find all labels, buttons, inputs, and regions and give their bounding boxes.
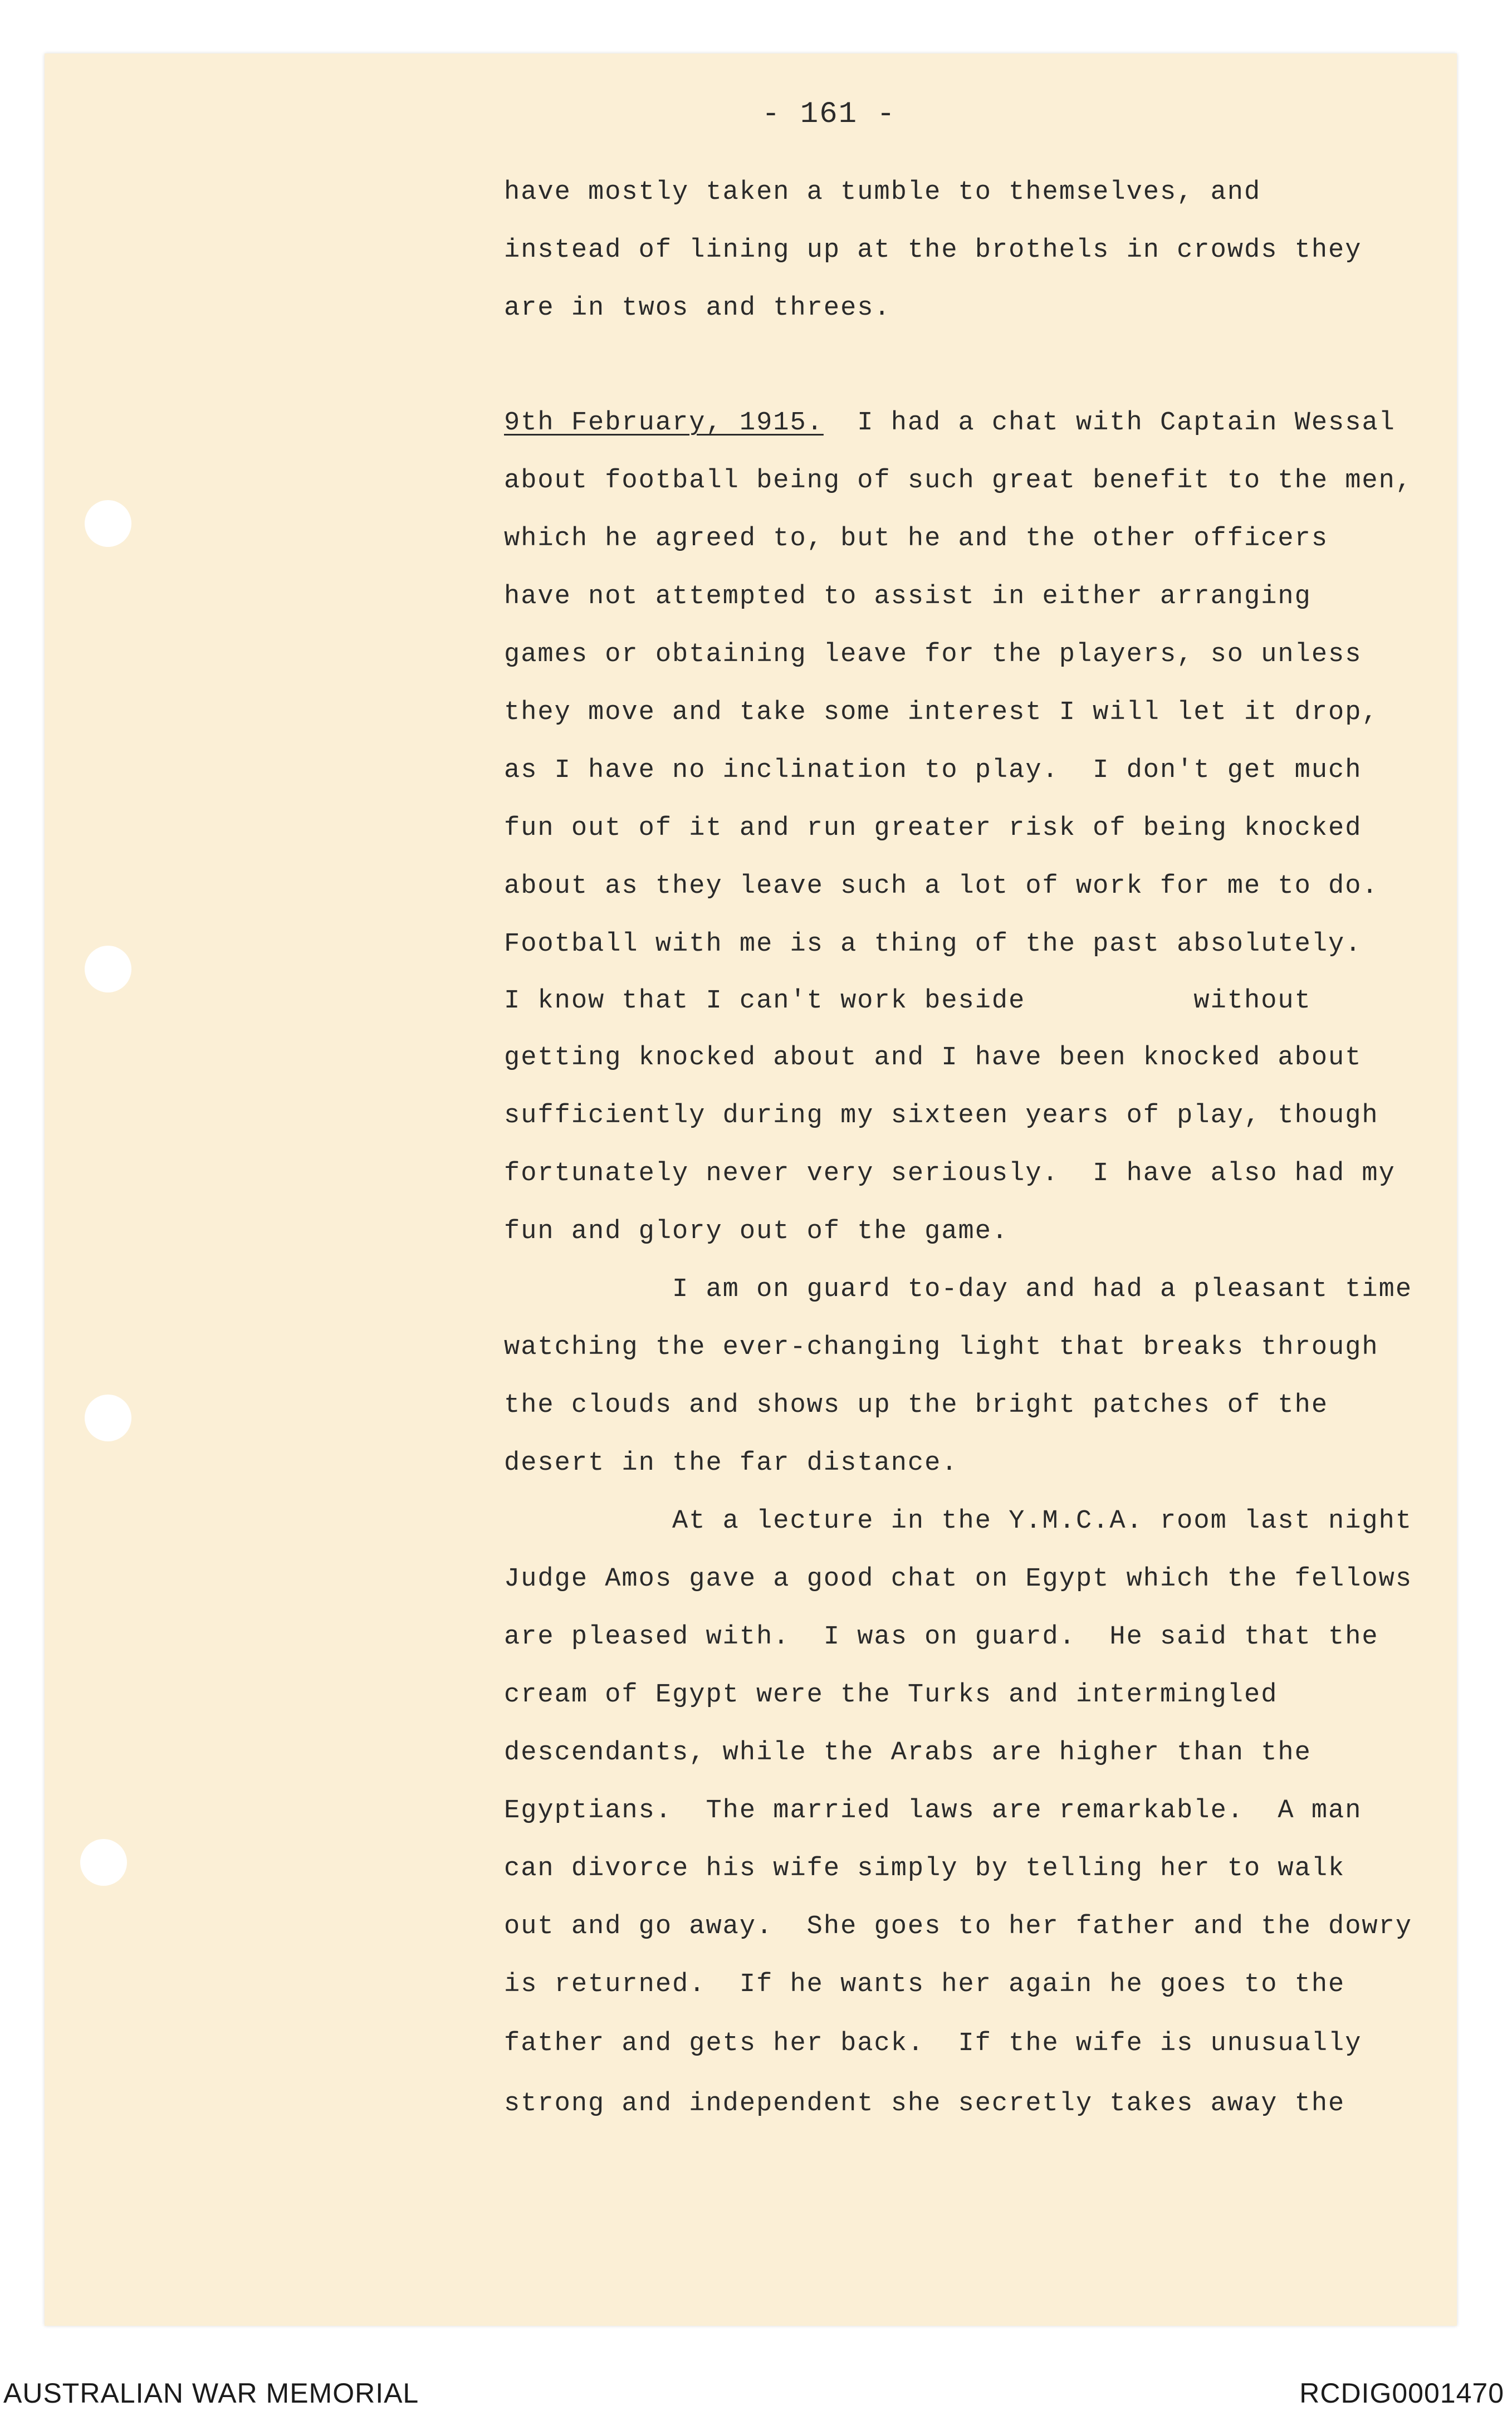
text-line: which he agreed to, but he and the other officers [504, 524, 1329, 554]
text-line: Egyptians. The married laws are remarkable. A man [504, 1796, 1362, 1826]
text-line: have mostly taken a tumble to themselves, and [504, 178, 1261, 207]
text-line: out and go away. She goes to her father and the dowry [504, 1912, 1413, 1941]
text-line: instead of lining up at the brothels in crowds they [504, 236, 1362, 265]
text-line: the clouds and shows up the bright patches of the [504, 1391, 1329, 1420]
text-line: have not attempted to assist in either arranging [504, 582, 1312, 612]
text-line: games or obtaining leave for the players, so unless [504, 640, 1362, 669]
text-line: desert in the far distance. [504, 1449, 958, 1478]
punch-hole [85, 946, 131, 992]
text-line: descendants, while the Arabs are higher than the [504, 1738, 1312, 1768]
text-line: are pleased with. I was on guard. He said that the [504, 1622, 1379, 1652]
text-line: watching the ever-changing light that breaks through [504, 1333, 1379, 1362]
text-line: Football with me is a thing of the past absolutely. [504, 930, 1362, 959]
text-line: fun out of it and run greater risk of being knocked [504, 814, 1362, 843]
text-line: are in twos and threes. [504, 294, 891, 323]
text-line: is returned. If he wants her again he goes to the [504, 1970, 1345, 1999]
text-line: Judge Amos gave a good chat on Egypt which the fellows [504, 1564, 1413, 1594]
text-line: sufficiently during my sixteen years of play, though [504, 1101, 1379, 1131]
text-line: I am on guard to-day and had a pleasant time [504, 1275, 1413, 1304]
text-line: cream of Egypt were the Turks and intermingled [504, 1680, 1278, 1710]
text-line: At a lecture in the Y.M.C.A. room last night [504, 1507, 1413, 1536]
text-line: fun and glory out of the game. [504, 1217, 1009, 1246]
punch-hole [80, 1839, 127, 1886]
page-number: - 161 - [762, 97, 896, 131]
punch-hole [85, 1395, 131, 1441]
punch-hole [85, 500, 131, 547]
text-line: father and gets her back. If the wife is unusually [504, 2029, 1362, 2058]
footer-record-id: RCDIG0001470 [1299, 2378, 1504, 2409]
entry-date: 9th February, 1915. [504, 408, 824, 438]
text-line: I know that I can't work beside without [504, 986, 1312, 1016]
entry-first-line-text: I had a chat with Captain Wessal [823, 408, 1396, 438]
text-line: they move and take some interest I will let it drop, [504, 698, 1379, 727]
text-line: can divorce his wife simply by telling her to walk [504, 1854, 1345, 1884]
text-line: about football being of such great benefit to the men, [504, 466, 1413, 496]
text-line: strong and independent she secretly takes away the [504, 2089, 1345, 2119]
text-line: fortunately never very seriously. I have also had my [504, 1159, 1396, 1189]
text-line: about as they leave such a lot of work for me to do. [504, 872, 1379, 901]
diary-entry-first-line [504, 407, 1396, 440]
text-line: getting knocked about and I have been knocked about [504, 1043, 1362, 1073]
footer-institution: AUSTRALIAN WAR MEMORIAL [3, 2378, 419, 2409]
text-line: as I have no inclination to play. I don't get much [504, 756, 1362, 785]
